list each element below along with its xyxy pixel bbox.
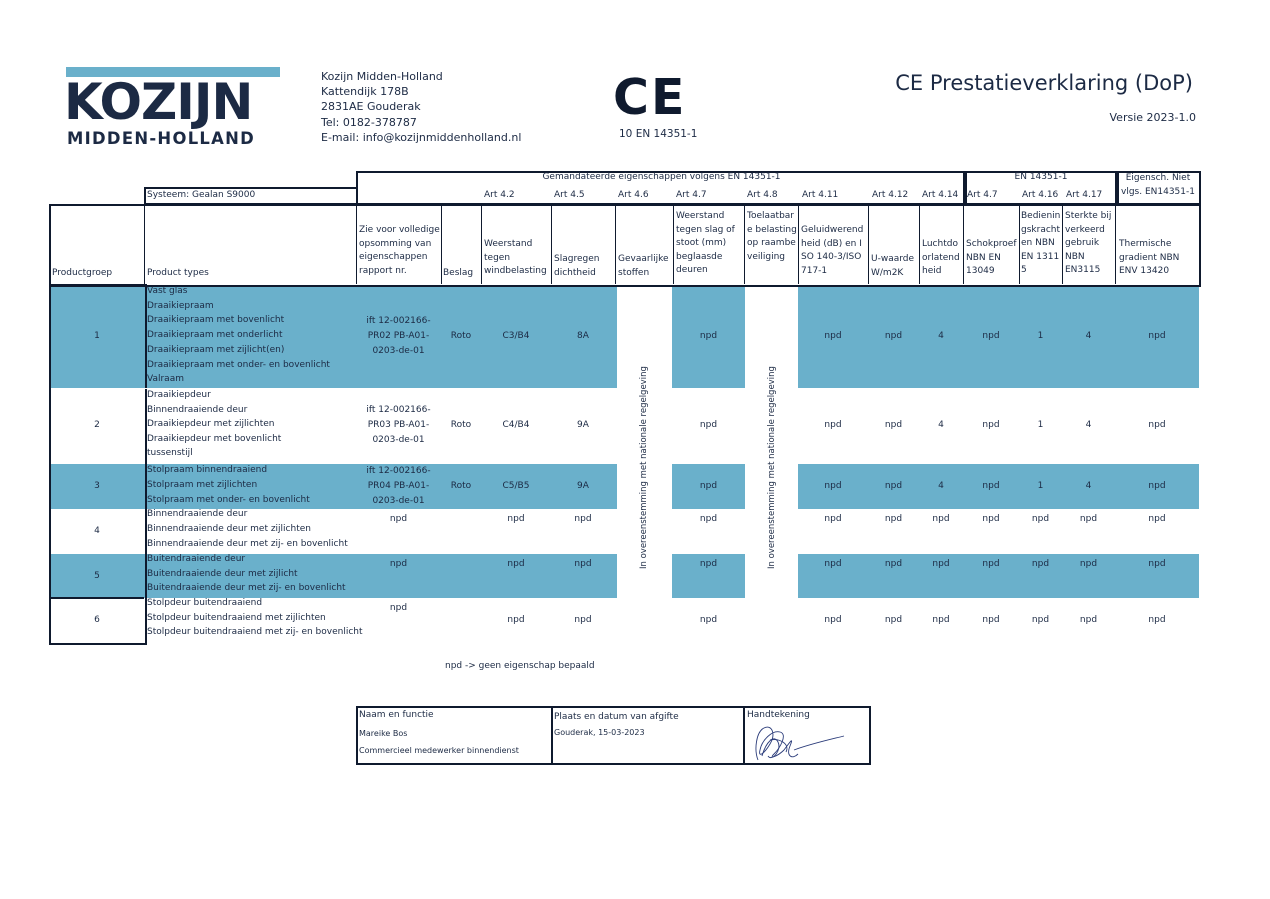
cell-schok: npd bbox=[982, 331, 1000, 341]
logo-subtitle: MIDDEN-HOLLAND bbox=[67, 129, 256, 148]
document-version: Versie 2023-1.0 bbox=[1109, 111, 1196, 124]
cell-bediening: npd bbox=[1031, 559, 1050, 569]
cell-slagregen: npd bbox=[574, 514, 592, 524]
article-label: Art 4.6 bbox=[618, 190, 649, 200]
cell-sterkte: npd bbox=[1079, 559, 1098, 569]
header-rapport: Zie voor volledige opsomming van eigenschappen rapport nr. bbox=[359, 225, 440, 276]
header-uwaarde: U-waarde W/m2K bbox=[871, 254, 915, 278]
report-number: npd bbox=[389, 603, 408, 613]
product-type: Stolpraam binnendraaiend bbox=[147, 465, 268, 475]
cell-lucht: npd bbox=[932, 559, 950, 569]
product-type: Draaikiepdeur bbox=[147, 390, 211, 400]
place-date-label: Plaats en datum van afgifte bbox=[554, 712, 679, 722]
product-type: Draaikiepraam met onder- en bovenlicht bbox=[147, 359, 330, 370]
article-label: Art 4.7 bbox=[676, 190, 707, 200]
cell-stoot: npd bbox=[699, 614, 718, 625]
product-type: Buitendraaiende deur met zijlicht bbox=[147, 568, 298, 579]
group-main-label: Gemandateerde eigenschappen volgens EN 14351-1 bbox=[542, 172, 781, 182]
cell-beslag: Roto bbox=[450, 481, 472, 491]
cell-wind: C5/B5 bbox=[502, 481, 530, 491]
cell-uwaarde: npd bbox=[884, 481, 903, 491]
product-group-number: 6 bbox=[94, 614, 100, 625]
cell-thermisch: npd bbox=[1148, 331, 1166, 341]
cell-schok: npd bbox=[982, 514, 1000, 524]
cell-beslag: Roto bbox=[450, 420, 472, 430]
product-type: Binnendraaiende deur bbox=[147, 509, 248, 519]
cell-slagregen: 8A bbox=[577, 331, 589, 341]
header-geluid: Geluidwerendheid (dB) en ISO 140-3/ISO 717-1 bbox=[801, 225, 864, 276]
cell-stoot: npd bbox=[699, 559, 718, 569]
cell-lucht: 4 bbox=[938, 481, 944, 491]
header-stoot: Weerstand tegen slag of stoot (mm) beglaasde deuren bbox=[676, 211, 735, 275]
company-email: E-mail: info@kozijnmiddenholland.nl bbox=[321, 130, 522, 144]
name-function-label: Naam en functie bbox=[359, 710, 434, 720]
cell-slagregen: npd bbox=[574, 559, 592, 569]
cell-beslag: Roto bbox=[450, 331, 472, 341]
header-slagregen: Slagregen dichtheid bbox=[554, 254, 600, 278]
article-label: Art 4.12 bbox=[872, 190, 909, 200]
cell-geluid: npd bbox=[824, 420, 842, 430]
cell-wind: C4/B4 bbox=[502, 420, 530, 430]
cell-geluid: npd bbox=[824, 614, 842, 625]
cell-lucht: 4 bbox=[938, 420, 944, 430]
header-lucht: Luchtdoorlatendheid bbox=[922, 239, 960, 276]
group-en-label: EN 14351-1 bbox=[1014, 172, 1068, 182]
header-toelaatbaar: Toelaatbare belasting op raambeveiliging bbox=[747, 211, 797, 262]
cell-geluid: npd bbox=[824, 331, 842, 341]
cell-slagregen: 9A bbox=[577, 481, 589, 491]
header-productgroep: Productgroep bbox=[52, 268, 113, 278]
header-producttypes: Product types bbox=[147, 268, 209, 278]
cell-sterkte: npd bbox=[1079, 614, 1098, 625]
report-number: ift 12-002166- bbox=[366, 405, 431, 415]
ce-mark: CE bbox=[613, 69, 687, 126]
cell-stoot: npd bbox=[699, 514, 718, 524]
system-label: Systeem: Gealan S9000 bbox=[147, 190, 256, 200]
national-regulation-note: In overeenstemming met nationale regelgeving bbox=[767, 366, 777, 569]
cell-lucht: npd bbox=[932, 514, 950, 524]
report-number: ift 12-002166- bbox=[366, 466, 431, 476]
product-type: Binnendraaiende deur bbox=[147, 404, 248, 415]
product-type: tussenstijl bbox=[147, 448, 193, 459]
report-number: PR03 PB-A01- bbox=[367, 420, 430, 430]
article-label: Art 4.16 bbox=[1022, 190, 1059, 200]
header-thermisch: Thermische gradient NBN ENV 13420 bbox=[1119, 239, 1180, 276]
cell-uwaarde: npd bbox=[884, 331, 903, 341]
company-name: Kozijn Midden-Holland bbox=[321, 70, 443, 83]
header-beslag: Beslag bbox=[443, 268, 474, 278]
product-type: Stolpdeur buitendraaiend bbox=[147, 598, 263, 608]
cell-bediening: 1 bbox=[1037, 420, 1044, 430]
product-type: Buitendraaiende deur bbox=[147, 554, 246, 564]
company-street: Kattendijk 178B bbox=[321, 85, 409, 99]
signer-name: Mareike Bos bbox=[359, 729, 408, 738]
signer-role: Commercieel medewerker binnendienst bbox=[359, 746, 519, 755]
company-address bbox=[321, 69, 521, 145]
header-bediening: Bedieningskracht en NBN EN 13115 bbox=[1021, 211, 1061, 275]
cell-sterkte: 4 bbox=[1085, 420, 1092, 430]
report-number: npd bbox=[389, 559, 408, 569]
header-wind: Weerstand tegen windbelasting bbox=[484, 239, 547, 276]
company-phone: Tel: 0182-378787 bbox=[321, 115, 417, 129]
article-label: Art 4.14 bbox=[922, 190, 959, 200]
report-number: 0203-de-01 bbox=[372, 496, 425, 506]
article-label: Art 4.17 bbox=[1066, 190, 1103, 200]
cell-lucht: npd bbox=[932, 614, 950, 625]
cell-bediening: 1 bbox=[1037, 481, 1044, 491]
report-number: 0203-de-01 bbox=[372, 346, 425, 356]
cell-slagregen: npd bbox=[574, 614, 592, 625]
cell-sterkte: npd bbox=[1079, 514, 1098, 524]
cell-thermisch: npd bbox=[1148, 514, 1166, 524]
product-group-number: 5 bbox=[94, 570, 100, 581]
article-label: Art 4.5 bbox=[554, 190, 585, 200]
report-number: npd bbox=[389, 514, 408, 524]
report-number: 0203-de-01 bbox=[372, 435, 425, 445]
cell-bediening: npd bbox=[1031, 514, 1050, 524]
cell-stoot: npd bbox=[699, 420, 718, 430]
header-gevaarlijk: Gevaarlijke stoffen bbox=[618, 254, 669, 278]
cell-geluid: npd bbox=[824, 514, 842, 524]
place-date: Gouderak, 15-03-2023 bbox=[554, 728, 645, 737]
cell-schok: npd bbox=[982, 481, 1000, 491]
cell-schok: npd bbox=[982, 559, 1000, 569]
product-type: Draaikiepraam met onderlicht bbox=[147, 330, 283, 341]
product-type: Stolpraam met zijlichten bbox=[147, 479, 258, 490]
header-schok: Schokproef NBN EN 13049 bbox=[966, 239, 1017, 276]
cell-geluid: npd bbox=[824, 481, 842, 491]
company-logo bbox=[66, 67, 280, 149]
product-type: Draaikiepdeur met bovenlicht bbox=[147, 433, 282, 444]
cell-lucht: 4 bbox=[938, 331, 944, 341]
cell-slagregen: 9A bbox=[577, 420, 589, 430]
cell-sterkte: 4 bbox=[1085, 331, 1092, 341]
cell-bediening: npd bbox=[1031, 614, 1050, 625]
header-sterkte: Sterkte bij verkeerd gebruik NBN EN3115 bbox=[1065, 211, 1112, 275]
cell-thermisch: npd bbox=[1148, 614, 1166, 625]
product-type: Buitendraaiende deur met zij- en bovenlicht bbox=[147, 583, 346, 594]
cell-uwaarde: npd bbox=[884, 420, 903, 430]
cell-schok: npd bbox=[982, 420, 1000, 430]
article-label: Art 4.2 bbox=[484, 190, 515, 200]
product-type: Draaikiepraam bbox=[147, 300, 214, 311]
cell-schok: npd bbox=[982, 614, 1000, 625]
cell-geluid: npd bbox=[824, 559, 842, 569]
product-group-number: 3 bbox=[94, 481, 100, 491]
product-type: Draaikiepraam met zijlicht(en) bbox=[147, 344, 285, 355]
company-city: 2831AE Gouderak bbox=[321, 100, 421, 114]
cell-uwaarde: npd bbox=[884, 559, 903, 569]
cell-bediening: 1 bbox=[1037, 331, 1044, 341]
cell-sterkte: 4 bbox=[1085, 481, 1092, 491]
cell-wind: npd bbox=[507, 514, 525, 524]
product-type: Stolpdeur buitendraaiend met zijlichten bbox=[147, 612, 326, 623]
product-group-number: 2 bbox=[94, 420, 100, 430]
report-number: PR02 PB-A01- bbox=[367, 331, 430, 341]
report-number: PR04 PB-A01- bbox=[367, 481, 430, 491]
article-label: Art 4.8 bbox=[747, 190, 778, 200]
article-label: Art 4.11 bbox=[802, 190, 839, 200]
cell-thermisch: npd bbox=[1148, 481, 1166, 491]
national-regulation-note: In overeenstemming met nationale regelgeving bbox=[639, 366, 649, 569]
product-group-number: 1 bbox=[94, 331, 100, 341]
product-type: Stolpdeur buitendraaiend met zij- en bovenlicht bbox=[147, 627, 363, 638]
cell-thermisch: npd bbox=[1148, 559, 1166, 569]
product-type: Valraam bbox=[147, 374, 184, 385]
cell-stoot: npd bbox=[699, 331, 718, 341]
report-number: ift 12-002166- bbox=[366, 316, 431, 326]
cell-wind: npd bbox=[507, 559, 525, 569]
cell-uwaarde: npd bbox=[884, 614, 903, 625]
ce-number: 10 EN 14351-1 bbox=[619, 128, 698, 140]
cell-thermisch: npd bbox=[1148, 420, 1166, 430]
group-extra-label: Eigensch. Niet vlgs. EN14351-1 bbox=[1121, 173, 1195, 197]
cell-stoot: npd bbox=[699, 481, 718, 491]
product-group-number: 4 bbox=[94, 526, 100, 536]
cell-wind: C3/B4 bbox=[502, 331, 530, 341]
product-type: Vast glas bbox=[147, 286, 188, 296]
product-type: Draaikiepdeur met zijlichten bbox=[147, 419, 275, 430]
legend-note: npd -> geen eigenschap bepaald bbox=[445, 661, 595, 671]
handwritten-signature bbox=[750, 720, 850, 768]
document-title: CE Prestatieverklaring (DoP) bbox=[895, 71, 1193, 95]
product-type: Binnendraaiende deur met zij- en bovenlicht bbox=[147, 538, 348, 549]
cell-uwaarde: npd bbox=[884, 514, 903, 524]
product-type: Stolpraam met onder- en bovenlicht bbox=[147, 494, 310, 505]
logo-word: KOZIJN bbox=[64, 73, 253, 131]
product-type: Binnendraaiende deur met zijlichten bbox=[147, 523, 311, 534]
product-type: Draaikiepraam met bovenlicht bbox=[147, 315, 285, 326]
article-label: Art 4.7 bbox=[967, 190, 998, 200]
signature-label: Handtekening bbox=[747, 710, 810, 720]
cell-wind: npd bbox=[507, 614, 525, 625]
